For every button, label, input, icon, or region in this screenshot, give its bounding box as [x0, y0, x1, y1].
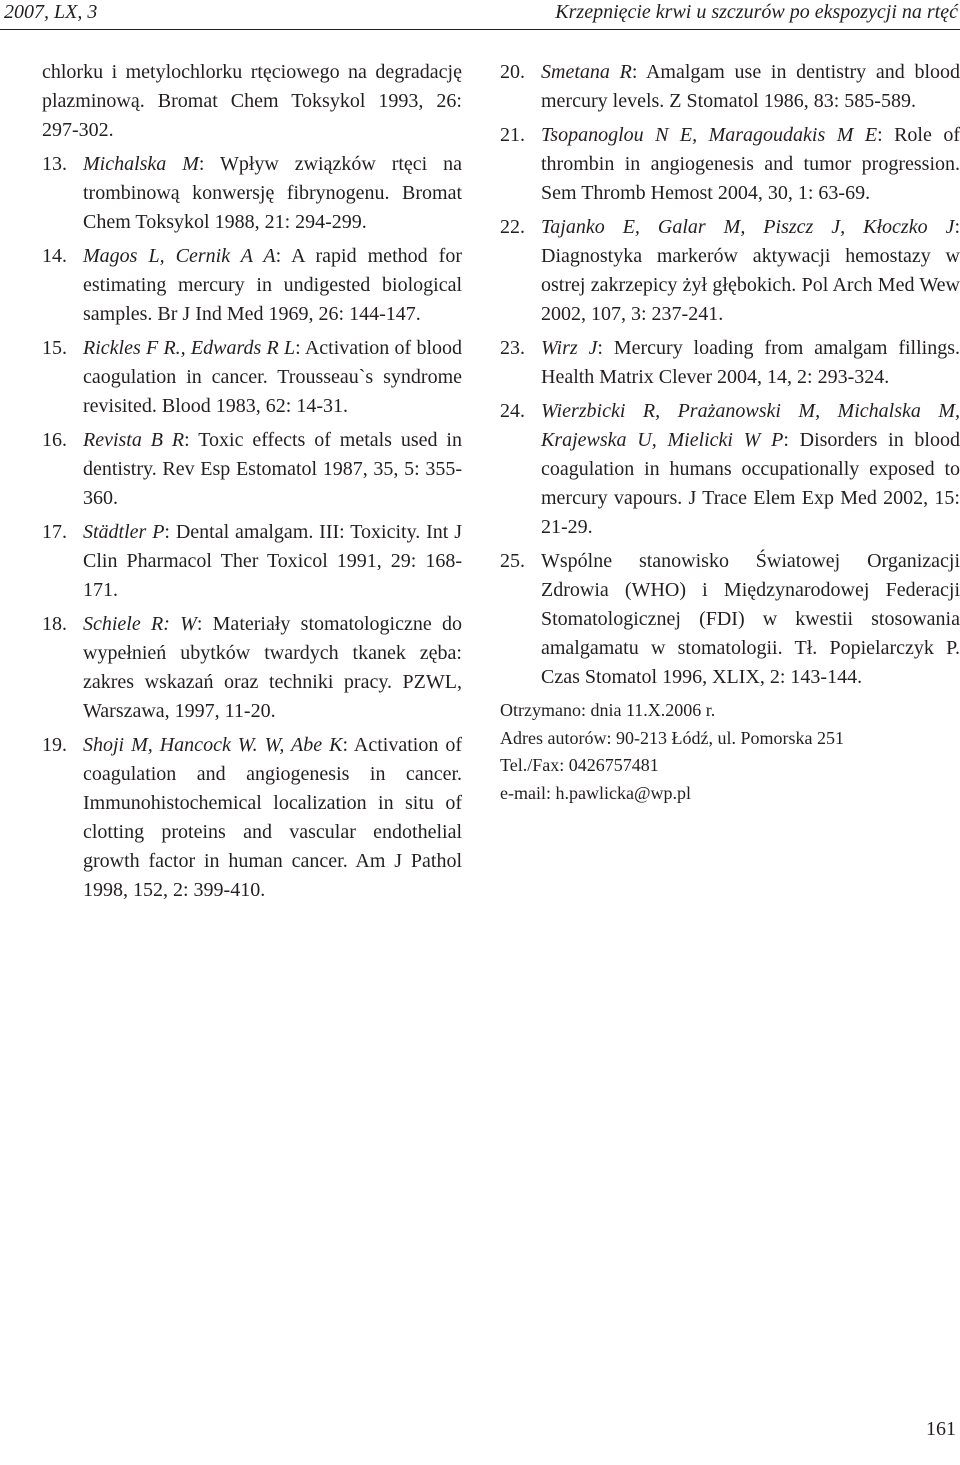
reference-item	[500, 213, 960, 329]
received-date: Otrzymano: dnia 11.X.2006 r.	[500, 700, 716, 720]
reference-text: : Activation of coagulation and angiogenesis in cancer. Immunohistochemical localization in situ of clotting proteins and vascular endothelial growth factor in human cancer. Am J Pathol 1998, 152, 2: 399-410.	[83, 734, 462, 901]
reference-number: 17.	[42, 521, 67, 543]
reference-text: : Amalgam use in dentistry and blood mercury levels. Z Stomatol 1986, 83: 585-589.	[541, 61, 960, 112]
reference-authors: Michalska M	[83, 153, 199, 175]
reference-item	[42, 242, 462, 329]
reference-number: 18.	[42, 613, 67, 635]
reference-text: : A rapid method for estimating mercury in undigested biological samples. Br J Ind Med 1969, 26: 144-147.	[83, 245, 462, 325]
reference-number: 13.	[42, 153, 67, 175]
reference-number: 20.	[500, 61, 525, 83]
reference-number: 19.	[42, 734, 67, 756]
right-column	[500, 58, 960, 807]
email-address: e-mail: h.pawlicka@wp.pl	[500, 782, 692, 803]
authors-address: Adres autorów: 90-213 Łódź, ul. Pomorska 251	[500, 727, 844, 748]
reference-item	[42, 610, 462, 726]
reference-authors: Magos L, Cernik A A	[83, 245, 276, 267]
reference-text: : Dental amalgam. III: Toxicity. Int J Clin Pharmacol Ther Toxicol 1991, 29: 168-171.	[83, 521, 463, 601]
reference-text: : Materiały stomatologiczne do wypełnień ubytków twardych tkanek zęba: zakres wskazań oraz techniki pracy. PZWL, Warszawa, 1997, 11-20.	[83, 613, 463, 722]
reference-number: 22.	[500, 216, 525, 238]
reference-text: : Disorders in blood coagulation in humans occupationally exposed to mercury vapours. J Trace Elem Exp Med 2002, 15: 21-29.	[541, 429, 960, 538]
reference-item	[42, 58, 462, 145]
phone-fax: Tel./Fax: 0426757481	[500, 755, 659, 775]
reference-item	[500, 334, 960, 392]
reference-text: : Toxic effects of metals used in dentistry. Rev Esp Estomatol 1987, 35, 5: 355-360.	[83, 429, 462, 509]
reference-text: : Wpływ związków rtęci na trombinową konwersję fibrynogenu. Bromat Chem Toksykol 1988, 21: 294-299.	[83, 153, 462, 233]
running-title: Krzepnięcie krwi u szczurów po ekspozycji na rtęć	[555, 1, 958, 23]
reference-number: 15.	[42, 337, 67, 359]
reference-number: 24.	[500, 400, 525, 422]
header-rule	[0, 29, 960, 30]
running-head	[0, 0, 960, 30]
reference-authors: Schiele R: W	[83, 613, 197, 635]
reference-item	[42, 426, 462, 513]
reference-number: 16.	[42, 429, 67, 451]
reference-number: 23.	[500, 337, 525, 359]
correspondence-block	[500, 697, 960, 807]
reference-authors: Shoji M, Hancock W. W, Abe K	[83, 734, 343, 756]
reference-authors: Rickles F R., Edwards R L	[83, 337, 296, 359]
reference-authors: Wirz J	[541, 337, 598, 359]
reference-item	[42, 150, 462, 237]
reference-item	[500, 121, 960, 208]
reference-item	[500, 58, 960, 116]
left-column	[42, 58, 462, 910]
reference-authors: Städtler P	[83, 521, 165, 543]
reference-item	[42, 518, 462, 605]
reference-authors: Tsopanoglou N E, Maragoudakis M E	[541, 124, 878, 146]
reference-authors: Wierzbicki R, Prażanowski M, Michalska M, Krajewska U, Mielicki W P	[541, 400, 960, 451]
reference-authors: Revista B R	[83, 429, 185, 451]
reference-item	[500, 397, 960, 542]
page-number: 161	[926, 1418, 956, 1440]
reference-text: : Role of thrombin in angiogenesis and tumor progression. Sem Thromb Hemost 2004, 30, 1: 63-69.	[541, 124, 960, 204]
reference-text: : Activation of blood caogulation in cancer. Trousseau`s syndrome revisited. Blood 1983, 62: 14-31.	[83, 337, 462, 417]
reference-authors: Tajanko E, Galar M, Piszcz J, Kłoczko J	[541, 216, 955, 238]
reference-number: 14.	[42, 245, 67, 267]
reference-item	[42, 731, 462, 905]
reference-text: chlorku i metylochlorku rtęciowego na degradację plazminową. Bromat Chem Toksykol 1993, 26: 297-302.	[42, 61, 462, 141]
journal-issue: 2007, LX, 3	[4, 1, 98, 23]
reference-number: 25.	[500, 550, 525, 572]
reference-item	[42, 334, 462, 421]
reference-text: : Diagnostyka markerów aktywacji hemostazy w ostrej zakrzepicy żył głębokich. Pol Arch Med Wew 2002, 107, 3: 237-241.	[541, 216, 960, 325]
reference-text: : Mercury loading from amalgam fillings. Health Matrix Clever 2004, 14, 2: 293-324.	[541, 337, 960, 388]
reference-item	[500, 547, 960, 692]
reference-number: 21.	[500, 124, 525, 146]
reference-text: Wspólne stanowisko Światowej Organizacji Zdrowia (WHO) i Międzynarodowej Federacji Stomatologicznej (FDI) w kwestii stosowania amalgamatu w stomatologii. Tł. Popielarczyk P. Czas Stomatol 1996, XLIX, 2: 143-144.	[541, 550, 960, 688]
reference-authors: Smetana R	[541, 61, 632, 83]
